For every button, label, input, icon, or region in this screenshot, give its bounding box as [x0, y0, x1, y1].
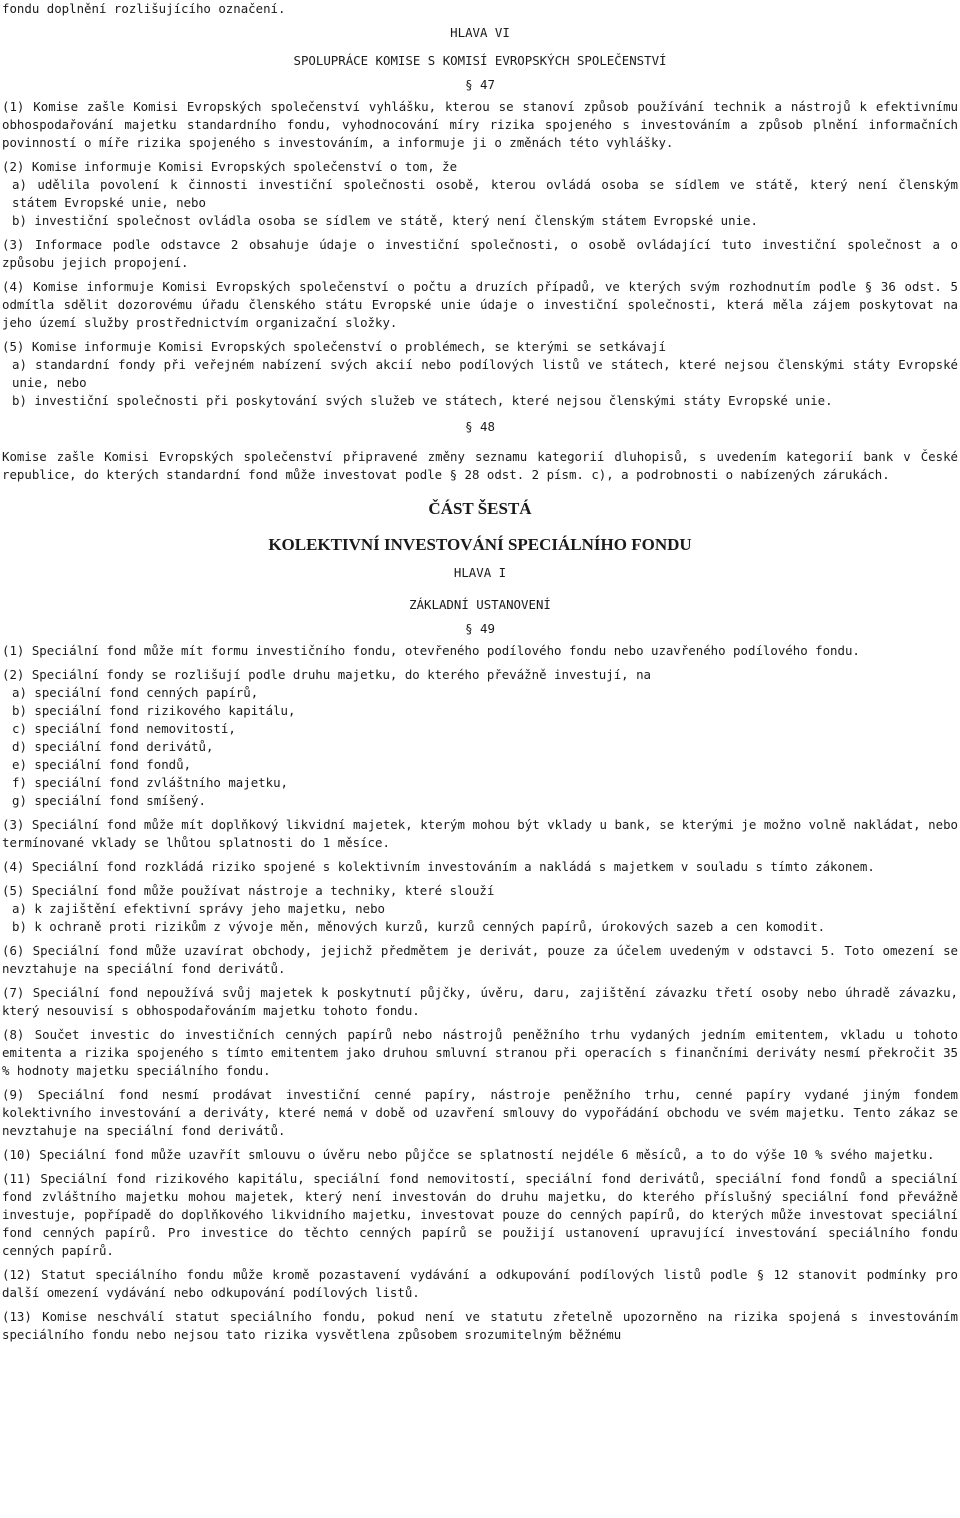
- chapter-heading-hlava-i: HLAVA I: [453, 565, 507, 580]
- s49-paragraph-1: (1) Speciální fond může mít formu investičního fondu, otevřeného podílového fondu nebo uzavřeného podílového fondu.: [2, 643, 860, 658]
- section-mark-47: § 47: [465, 77, 495, 92]
- s49-paragraph-2-item: c) speciální fond nemovitostí,: [12, 721, 236, 736]
- s49-paragraph-2-item: g) speciální fond smíšený.: [12, 793, 206, 808]
- s47-paragraph-2: (2) Komise informuje Komisi Evropských společenství o tom, že: [2, 159, 458, 174]
- s49-paragraph-6: (6) Speciální fond může uzavírat obchody, jejichž předmětem je derivát, pouze za účelem uvedeným v odstavci 5. Toto omezení se nevztahuje na speciální fond derivátů.: [2, 943, 958, 976]
- s47-paragraph-2-item-b: b) investiční společnost ovládla osoba se sídlem ve státě, který není členským státem Evropské unie.: [12, 213, 758, 228]
- chapter-title-spoluprace: SPOLUPRÁCE KOMISE S KOMISÍ EVROPSKÝCH SPOLEČENSTVÍ: [293, 53, 667, 68]
- s47-paragraph-5-item-a: a) standardní fondy při veřejném nabízení svých akcií nebo podílových listů ve státech, které nejsou členskými státy Evropské unie, nebo: [12, 357, 958, 390]
- s47-paragraph-5: (5) Komise informuje Komisi Evropských společenství o problémech, se kterými se setkávají: [2, 339, 666, 354]
- intro-line: fondu doplnění rozlišujícího označení.: [2, 1, 286, 16]
- s47-paragraph-3: (3) Informace podle odstavce 2 obsahuje údaje o investiční společnosti, o osobě ovládající tuto investiční společnost a o způsobu jejich propojení.: [2, 237, 958, 270]
- s49-paragraph-2-item: d) speciální fond derivátů,: [12, 739, 214, 754]
- s47-paragraph-2-item-a: a) udělila povolení k činnosti investiční společnosti osobě, kterou ovládá osoba se sídlem ve státě, který není členským státem Evropské unie, nebo: [12, 177, 958, 210]
- s49-paragraph-5-item-b: b) k ochraně proti rizikům z vývoje měn, měnových kurzů, kurzů cenných papírů, úrokových sazeb a cen komodit.: [12, 919, 826, 934]
- s49-paragraph-13: (13) Komise neschválí statut speciálního fondu, pokud není ve statutu zřetelně upozorněno na rizika spojená s investováním speciálního fondu nebo nejsou tato rizika vysvětlena způsobem srozumitelným běžnému: [2, 1309, 958, 1342]
- part-heading-cast-sesta: ČÁST ŠESTÁ: [428, 499, 532, 518]
- s48-text: Komise zašle Komisi Evropských společenství připravené změny seznamu kategorií dluhopisů, s uvedením kategorií bank v České republice, do kterých standardní fond může investovat podle § 28 odst. 2 písm. c), a podrobnosti o nabízených zárukách.: [2, 449, 958, 482]
- s47-paragraph-1: (1) Komise zašle Komisi Evropských společenství vyhlášku, kterou se stanoví způsob používání technik a nástrojů k efektivnímu obhospodařování majetku standardního fondu, vyhodnocování míry rizika spojeného s investováním a způsob plnění informačních povinností o míře rizika spojeného s investováním, a informuje ji o změnách této vyhlášky.: [2, 99, 958, 150]
- s49-paragraph-10: (10) Speciální fond může uzavřít smlouvu o úvěru nebo půjčce se splatností nejdéle 6 měsíců, a to do výše 10 % svého majetku.: [2, 1147, 935, 1162]
- s49-paragraph-11: (11) Speciální fond rizikového kapitálu, speciální fond nemovitostí, speciální fond derivátů, speciální fond fondů a speciální fond zvláštního majetku mohou majetek, který není investován do druhu majetku, do kterého příslušný speciální fond převážně investuje, popřípadě do doplňkového likvidního majetku, investovat pouze do cenných papírů, do kterých může investovat speciální fond cenných papírů. Pro investice do těchto cenných papírů se použijí ustanovení upravující investování speciálního fondu cenných papírů.: [2, 1171, 958, 1258]
- section-mark-48: § 48: [465, 419, 495, 434]
- s49-paragraph-8: (8) Součet investic do investičních cenných papírů nebo nástrojů peněžního trhu vydaných jedním emitentem, vkladu u tohoto emitenta a rizika spojeného s tímto emitentem jako druhou smluvní stranou při operacích s finančními deriváty nesmí překročit 35 % hodnoty majetku speciálního fondu.: [2, 1027, 958, 1078]
- s49-paragraph-5-item-a: a) k zajištění efektivní správy jeho majetku, nebo: [12, 901, 385, 916]
- s49-paragraph-5: (5) Speciální fond může používat nástroje a techniky, které slouží: [2, 883, 495, 898]
- s49-paragraph-2-item: f) speciální fond zvláštního majetku,: [12, 775, 289, 790]
- section-mark-49: § 49: [465, 621, 495, 636]
- chapter-heading-hlava-vi: HLAVA VI: [450, 25, 510, 40]
- s49-paragraph-4: (4) Speciální fond rozkládá riziko spojené s kolektivním investováním a nakládá s majetkem v souladu s tímto zákonem.: [2, 859, 875, 874]
- chapter-title-zakladni-ustanoveni: ZÁKLADNÍ USTANOVENÍ: [409, 597, 551, 612]
- s49-paragraph-7: (7) Speciální fond nepoužívá svůj majetek k poskytnutí půjčky, úvěru, daru, zajištění závazku třetí osoby nebo úhradě závazku, který nesouvisí s obhospodařováním majetku tohoto fondu.: [2, 985, 958, 1018]
- s47-paragraph-4: (4) Komise informuje Komisi Evropských společenství o počtu a druzích případů, ve kterých svým rozhodnutím podle § 36 odst. 5 odmítla sdělit dozorovému úřadu členského státu Evropské unie údaje o investiční společnosti, která měla zájem poskytovat na jeho území služby prostřednictvím organizační složky.: [2, 279, 958, 330]
- s49-paragraph-12: (12) Statut speciálního fondu může kromě pozastavení vydávání a odkupování podílových listů podle § 12 stanovit podmínky pro další omezení vydávání nebo odkupování podílových listů.: [2, 1267, 958, 1300]
- s49-paragraph-2: (2) Speciální fondy se rozlišují podle druhu majetku, do kterého převážně investují, na: [2, 667, 652, 682]
- s49-paragraph-2-item: a) speciální fond cenných papírů,: [12, 685, 259, 700]
- s47-paragraph-5-item-b: b) investiční společnosti při poskytování svých služeb ve státech, které nejsou členskými státy Evropské unie.: [12, 393, 833, 408]
- s49-paragraph-2-item: e) speciální fond fondů,: [12, 757, 192, 772]
- s49-paragraph-2-item: b) speciální fond rizikového kapitálu,: [12, 703, 296, 718]
- s49-paragraph-9: (9) Speciální fond nesmí prodávat investiční cenné papíry, nástroje peněžního trhu, cenné papíry vydané jiným fondem kolektivního investování a deriváty, které nemá v době od uzavření smlouvy do vypořádání obchodu ve svém majetku. Tento zákaz se nevztahuje na speciální fond derivátů.: [2, 1087, 958, 1138]
- s49-paragraph-3: (3) Speciální fond může mít doplňkový likvidní majetek, kterým mohou být vklady u bank, se kterými je možno volně nakládat, nebo termínované vklady se lhůtou splatnosti do 1 měsíce.: [2, 817, 958, 850]
- part-title-kolektivni-investovani: KOLEKTIVNÍ INVESTOVÁNÍ SPECIÁLNÍHO FONDU: [268, 535, 692, 554]
